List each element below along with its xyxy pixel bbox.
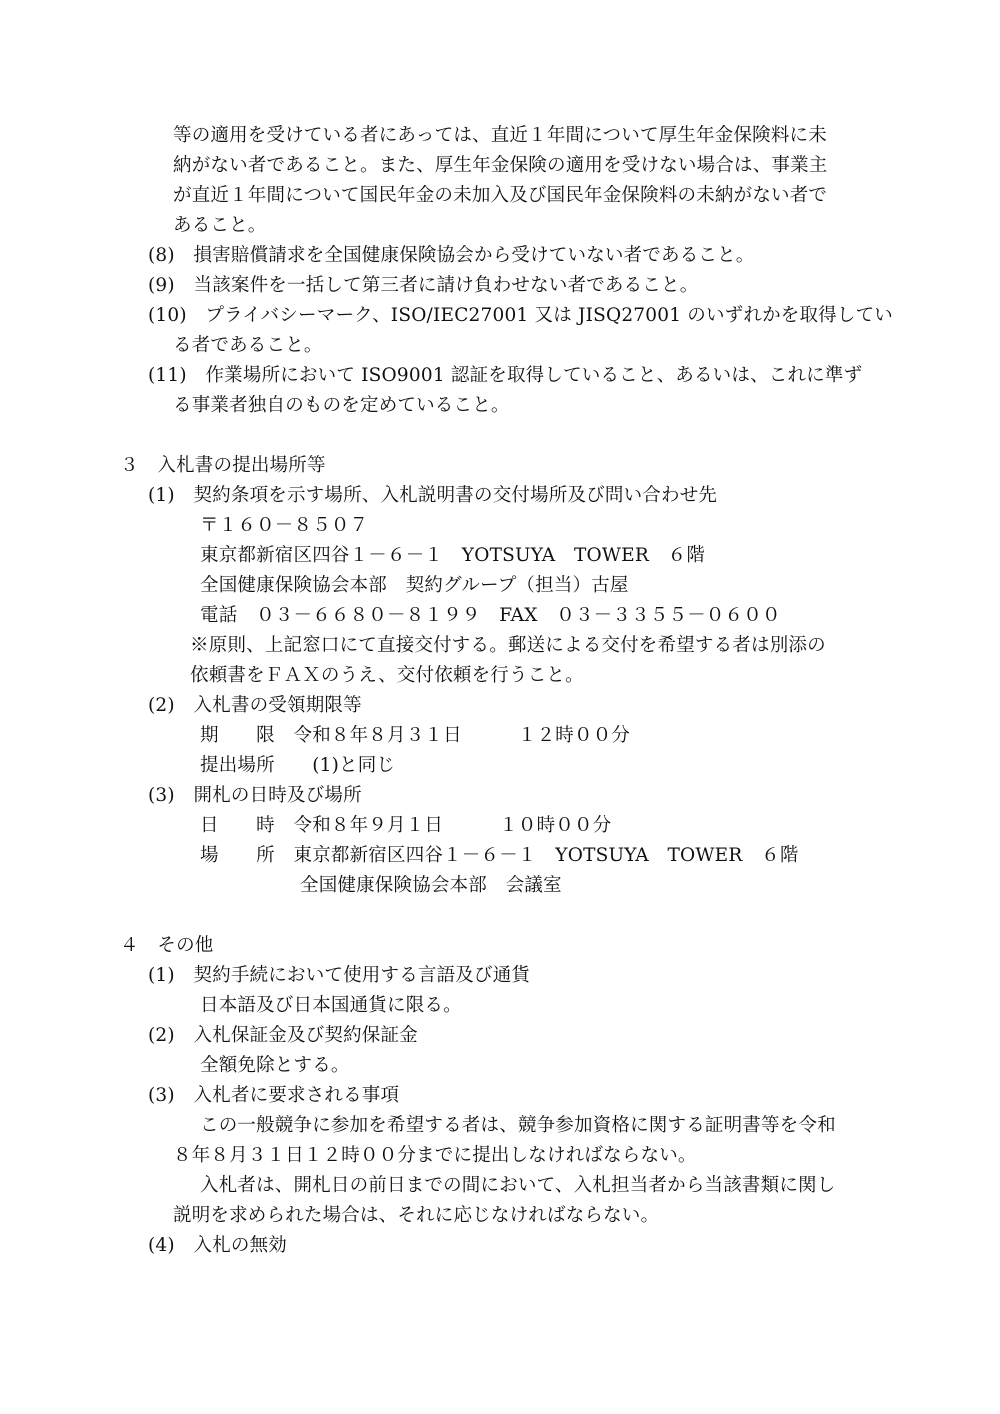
text-line: が直近１年間について国民年金の未加入及び国民年金保険料の未納がない者で (173, 185, 828, 206)
text-line: る事業者独自のものを定めていること。 (173, 395, 510, 416)
subsection-heading: (1) 契約手続において使用する言語及び通貨 (148, 965, 531, 986)
list-item-11: (11) 作業場所において ISO9001 認証を取得していること、あるいは、これに準ず (148, 365, 863, 386)
subsection-heading: (2) 入札保証金及び契約保証金 (148, 1025, 418, 1046)
text-line: 等の適用を受けている者にあっては、直近１年間について厚生年金保険料に未 (173, 125, 827, 146)
subsection-heading: (1) 契約条項を示す場所、入札説明書の交付場所及び問い合わせ先 (148, 485, 718, 506)
text-line: 説明を求められた場合は、それに応じなければならない。 (173, 1205, 660, 1226)
text-line: この一般競争に参加を希望する者は、競争参加資格に関する証明書等を令和 (200, 1115, 836, 1136)
text-line: 日本語及び日本国通貨に限る。 (200, 995, 462, 1016)
subsection-heading: (2) 入札書の受領期限等 (148, 695, 362, 716)
list-item-8: (8) 損害賠償請求を全国健康保険協会から受けていない者であること。 (148, 245, 755, 266)
address: 東京都新宿区四谷１－６－１ YOTSUYA TOWER ６階 (200, 545, 706, 566)
note-text: 依頼書をＦＡＸのうえ、交付依頼を行うこと。 (190, 665, 584, 686)
note-text: ※原則、上記窓口にて直接交付する。郵送による交付を希望する者は別添の (190, 635, 826, 656)
postal-code: 〒１６０－８５０７ (200, 515, 369, 536)
text-line: 納がない者であること。また、厚生年金保険の適用を受けない場合は、事業主 (173, 155, 828, 176)
contact-phone-fax: 電話 ０３－６６８０－８１９９ FAX ０３－３３５５－０６００ (200, 605, 781, 626)
opening-datetime-line: 日 時 令和８年９月１日 １０時００分 (200, 815, 612, 836)
subsection-heading: (3) 開札の日時及び場所 (148, 785, 362, 806)
text-line: る者であること。 (173, 335, 323, 356)
section-heading-4: ４ その他 (120, 935, 214, 956)
text-line: あること。 (173, 215, 267, 236)
deadline-line: 期 限 令和８年８月３１日 １２時００分 (200, 725, 631, 746)
list-item-10: (10) プライバシーマーク、ISO/IEC27001 又は JISQ27001 のいずれかを取得してい (148, 305, 893, 326)
subsection-heading: (3) 入札者に要求される事項 (148, 1085, 400, 1106)
text-line: 全額免除とする。 (200, 1055, 350, 1076)
text-line: 入札者は、開札日の前日までの間において、入札担当者から当該書類に関し (200, 1175, 836, 1196)
list-item-9: (9) 当該案件を一括して第三者に請け負わせない者であること。 (148, 275, 699, 296)
contact-department: 全国健康保険協会本部 契約グループ（担当）古屋 (200, 575, 629, 596)
text-line: ８年８月３１日１２時００分までに提出しなければならない。 (173, 1145, 697, 1166)
opening-place-line: 場 所 東京都新宿区四谷１－６－１ YOTSUYA TOWER ６階 (200, 845, 799, 866)
subsection-heading: (4) 入札の無効 (148, 1235, 288, 1256)
opening-room-line: 全国健康保険協会本部 会議室 (300, 875, 562, 896)
submission-place-line: 提出場所 (1)と同じ (200, 755, 396, 776)
section-heading-3: ３ 入札書の提出場所等 (120, 455, 326, 476)
